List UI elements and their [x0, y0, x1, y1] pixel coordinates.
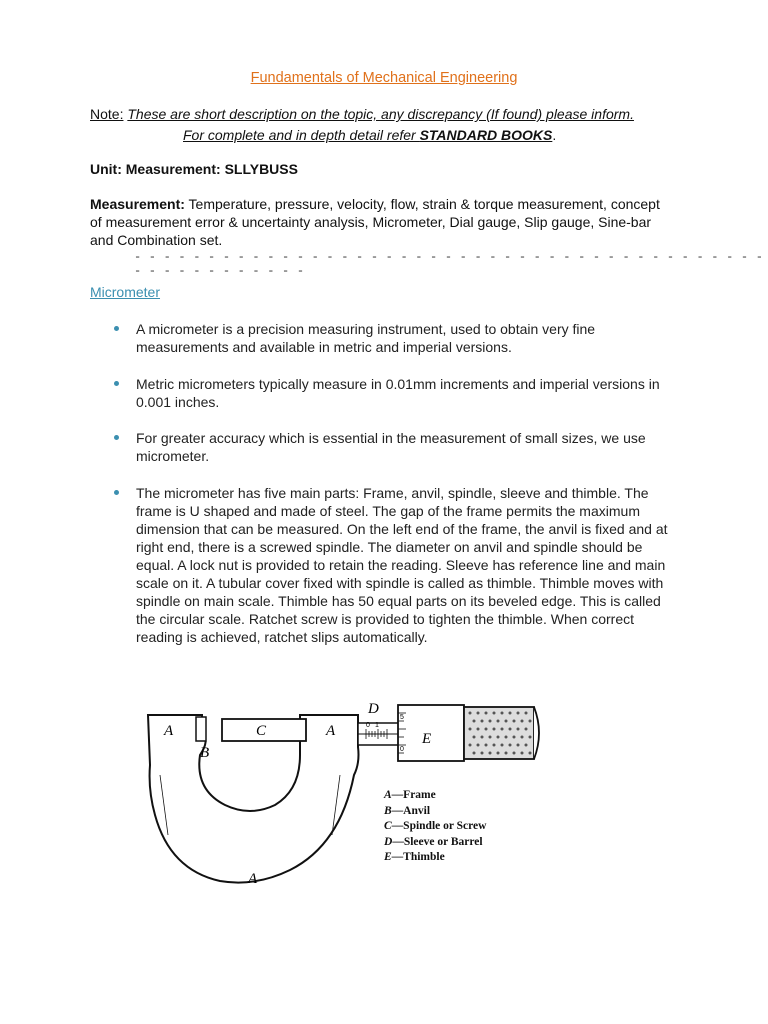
micrometer-diagram: [140, 695, 560, 895]
measurement-label: Measurement:: [90, 196, 185, 212]
label-frame-top-right: A: [326, 723, 336, 739]
measurement-text: Temperature, pressure, velocity, flow, strain & torque measurement, concept of measurement error & uncertainty analysis, Micrometer, Dial gauge, Slip gauge, Sine-bar and Combination set.: [90, 196, 660, 248]
ratchet-shape: [464, 707, 534, 759]
legend-item: C—Spindle or Screw: [384, 820, 487, 832]
list-item: For greater accuracy which is essential in the measurement of small sizes, we use micrometer.: [110, 429, 670, 465]
note-line-2: [183, 127, 768, 143]
note-period: .: [552, 127, 557, 143]
note-text: These are short description on the topic, any discrepancy (If found) please inform.: [127, 106, 634, 122]
separator-line: - - - - - - - - - - - - - - - - - - - - - - - - - - - - - - - - - - - - - - - - - - - - - - - - - - - - - - -: [134, 250, 764, 278]
note-line-1: [90, 106, 690, 122]
section-title-micrometer: Micrometer: [90, 284, 161, 300]
note-standard-books: STANDARD BOOKS: [419, 127, 553, 143]
bullet-icon: [114, 435, 119, 440]
list-item: A micrometer is a precision measuring instrument, used to obtain very fine measurements and available in metric and imperial versions.: [110, 320, 670, 356]
bullet-icon: [114, 326, 119, 331]
legend-item: D—Sleeve or Barrel: [384, 835, 483, 848]
note-refer-text: For complete and in depth detail refer: [183, 127, 420, 143]
label-anvil: B: [200, 745, 210, 761]
list-item: The micrometer has five main parts: Frame, anvil, spindle, sleeve and thimble. The frame is U shaped and made of steel. The gap of the frame permits the maximum dimension that can be measured. On the left end of the frame, the anvil is fixed and at right end, there is a screwed spindle. The diameter on anvil and spindle should be equal. A lock nut is provided to retain the reading. Sleeve has reference line and main scale on it. A tubular cover fixed with spindle is called as thimble. Thimble moves with spindle on main scale. Thimble has 50 equal parts on its beveled edge. This is called the circular scale. Ratchet screw is provided to tighten the thimble. When correct reading is achieved, ratchet slips automatically.: [110, 484, 670, 646]
label-frame-bottom: A: [248, 871, 258, 887]
label-thimble: E: [422, 731, 432, 747]
label-spindle: C: [256, 723, 267, 739]
bullet-icon: [114, 490, 119, 495]
diagram-legend: [384, 788, 486, 866]
note-label: Note:: [90, 106, 124, 122]
measurement-paragraph: [90, 195, 670, 249]
label-sleeve: D: [368, 701, 379, 717]
list-item: Metric micrometers typically measure in 0.01mm increments and imperial versions in 0.001 inches.: [110, 375, 670, 411]
sleeve-scale-1: 1: [375, 722, 379, 729]
bullet-icon: [114, 381, 119, 386]
legend-item: E—Thimble: [384, 851, 445, 863]
anvil-shape: [196, 717, 206, 741]
document-title: Fundamentals of Mechanical Engineering: [250, 70, 518, 86]
label-frame-top-left: A: [164, 723, 174, 739]
thimble-scale-5: 5: [400, 714, 404, 721]
legend-item: A—Frame: [384, 789, 436, 801]
legend-item: B—Anvil: [384, 804, 431, 817]
thimble-scale-0: 0: [400, 746, 404, 753]
sleeve-scale-0: 0: [366, 722, 370, 729]
unit-heading: Unit: Measurement: SLLYBUSS: [90, 161, 298, 177]
